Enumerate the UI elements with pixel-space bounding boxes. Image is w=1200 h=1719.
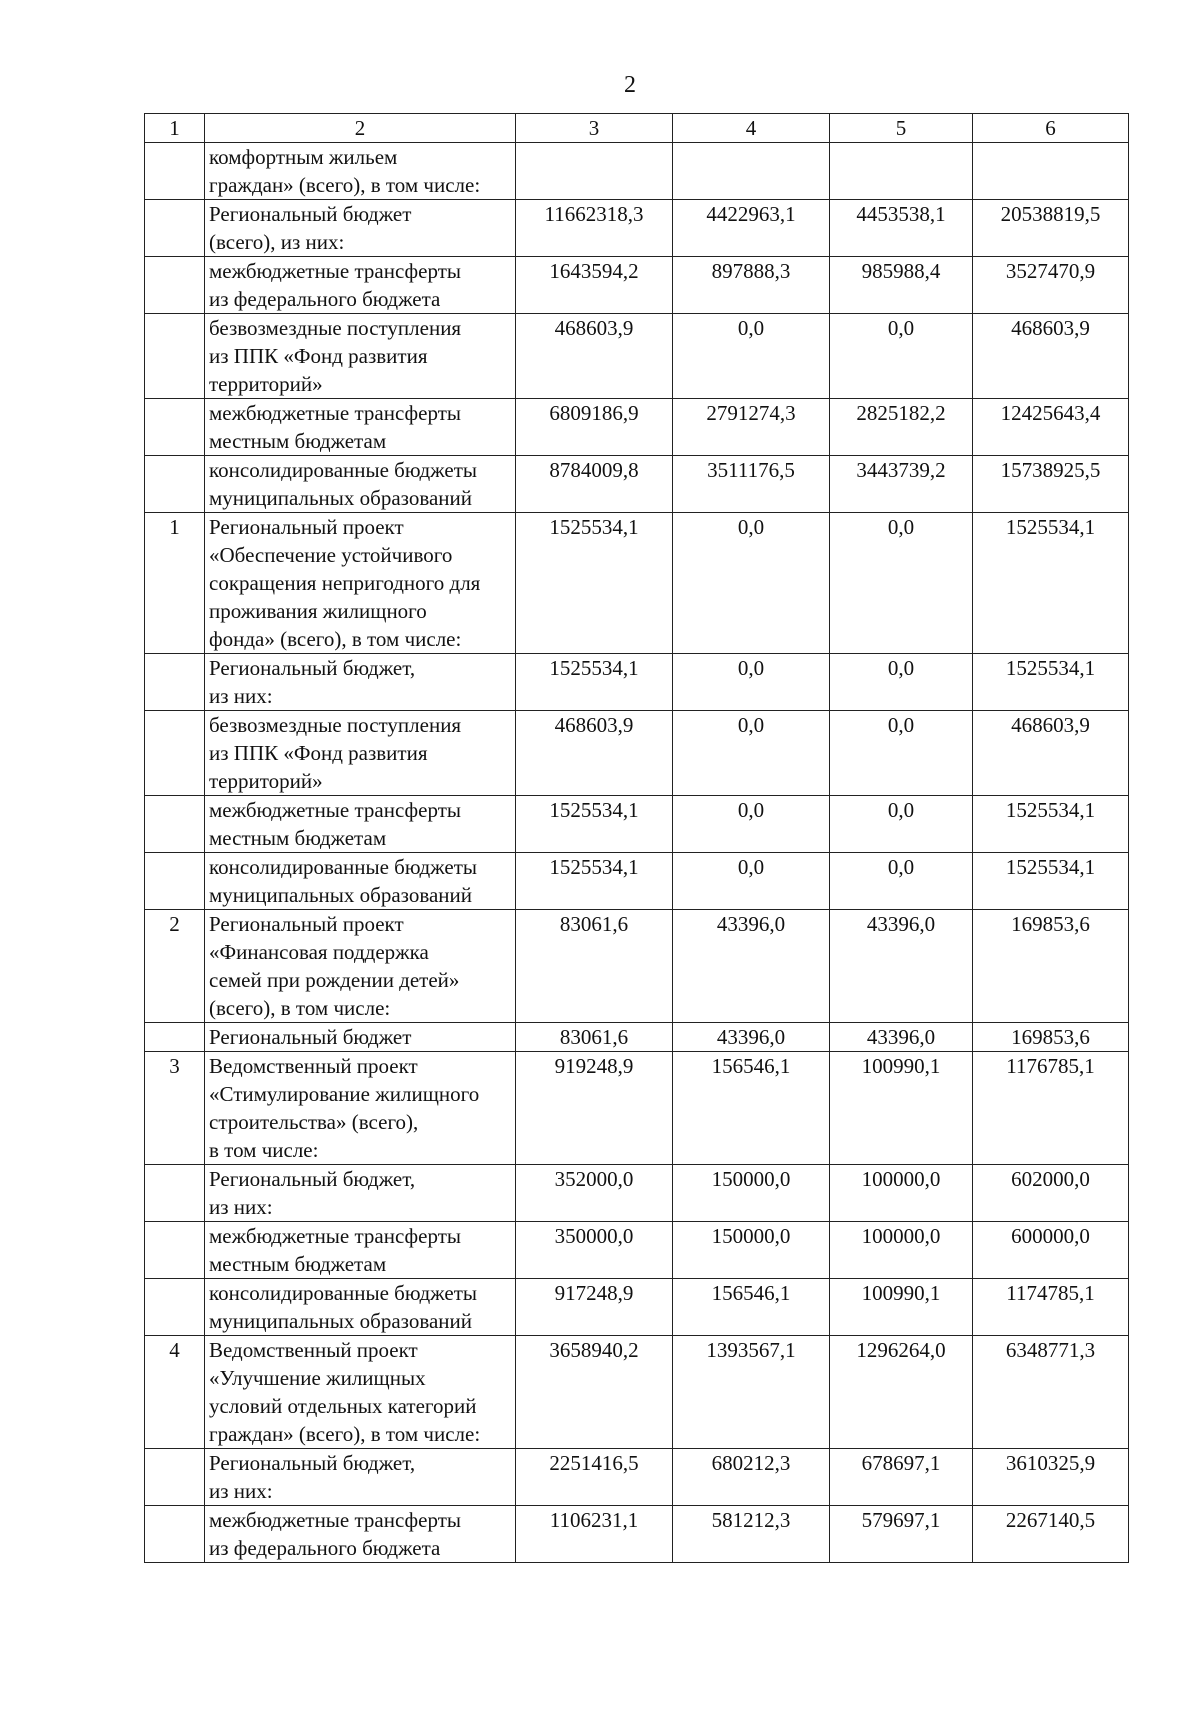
row-index [145,654,205,711]
value-col-5 [830,143,973,200]
row-description: консолидированные бюджеты муниципальных образований [205,456,516,513]
value-col-5: 4453538,1 [830,200,973,257]
value-col-5: 0,0 [830,654,973,711]
table-row [145,456,1129,513]
value-col-4: 0,0 [673,711,830,796]
value-col-6: 12425643,4 [973,399,1129,456]
row-index [145,143,205,200]
table-row [145,399,1129,456]
value-col-3: 83061,6 [516,1023,673,1052]
row-index [145,257,205,314]
value-col-3: 468603,9 [516,711,673,796]
table-row [145,1023,1129,1052]
row-description: межбюджетные трансферты из федерального бюджета [205,1506,516,1563]
value-col-3: 1525534,1 [516,513,673,654]
table-row [145,513,1129,654]
value-col-6: 1525534,1 [973,796,1129,853]
value-col-6: 15738925,5 [973,456,1129,513]
value-col-5: 100990,1 [830,1279,973,1336]
row-index [145,200,205,257]
row-description: безвозмездные поступления из ППК «Фонд развития территорий» [205,711,516,796]
value-col-3: 6809186,9 [516,399,673,456]
value-col-5: 100000,0 [830,1165,973,1222]
row-description: Региональный проект «Обеспечение устойчивого сокращения непригодного для проживания жилищного фонда» (всего), в том числе: [205,513,516,654]
value-col-3: 352000,0 [516,1165,673,1222]
row-description: безвозмездные поступления из ППК «Фонд развития территорий» [205,314,516,399]
table-body [145,143,1129,1563]
value-col-4: 150000,0 [673,1165,830,1222]
row-index [145,399,205,456]
value-col-6: 600000,0 [973,1222,1129,1279]
header-col-4: 4 [673,114,830,143]
value-col-4: 0,0 [673,654,830,711]
value-col-3: 2251416,5 [516,1449,673,1506]
row-description: Региональный бюджет [205,1023,516,1052]
value-col-6: 1525534,1 [973,853,1129,910]
value-col-3: 1106231,1 [516,1506,673,1563]
value-col-5: 579697,1 [830,1506,973,1563]
table-row [145,200,1129,257]
value-col-4: 43396,0 [673,910,830,1023]
value-col-5: 0,0 [830,513,973,654]
value-col-5: 43396,0 [830,1023,973,1052]
value-col-4: 0,0 [673,796,830,853]
value-col-5: 0,0 [830,853,973,910]
value-col-5: 2825182,2 [830,399,973,456]
value-col-4: 2791274,3 [673,399,830,456]
table-row [145,1052,1129,1165]
value-col-4 [673,143,830,200]
table-row [145,143,1129,200]
row-index [145,853,205,910]
row-index [145,1222,205,1279]
row-index [145,314,205,399]
value-col-4: 150000,0 [673,1222,830,1279]
value-col-3: 350000,0 [516,1222,673,1279]
row-description: межбюджетные трансферты из федерального бюджета [205,257,516,314]
row-description: комфортным жильем граждан» (всего), в том числе: [205,143,516,200]
value-col-5: 0,0 [830,796,973,853]
row-description: Региональный бюджет, из них: [205,654,516,711]
value-col-6: 1176785,1 [973,1052,1129,1165]
value-col-5: 678697,1 [830,1449,973,1506]
value-col-6: 20538819,5 [973,200,1129,257]
header-col-6: 6 [973,114,1129,143]
table-row [145,1449,1129,1506]
value-col-5: 43396,0 [830,910,973,1023]
value-col-3: 1643594,2 [516,257,673,314]
row-index [145,796,205,853]
value-col-3: 3658940,2 [516,1336,673,1449]
value-col-4: 156546,1 [673,1052,830,1165]
table-row [145,853,1129,910]
value-col-3: 1525534,1 [516,796,673,853]
row-index: 3 [145,1052,205,1165]
value-col-6: 169853,6 [973,910,1129,1023]
value-col-4: 156546,1 [673,1279,830,1336]
value-col-3: 1525534,1 [516,654,673,711]
row-description: Региональный бюджет, из них: [205,1449,516,1506]
value-col-5: 100990,1 [830,1052,973,1165]
value-col-3: 1525534,1 [516,853,673,910]
row-description: межбюджетные трансферты местным бюджетам [205,399,516,456]
value-col-5: 100000,0 [830,1222,973,1279]
value-col-6: 468603,9 [973,711,1129,796]
value-col-6 [973,143,1129,200]
value-col-5: 3443739,2 [830,456,973,513]
table-row [145,314,1129,399]
value-col-3: 917248,9 [516,1279,673,1336]
value-col-4: 1393567,1 [673,1336,830,1449]
value-col-6: 468603,9 [973,314,1129,399]
value-col-5: 0,0 [830,314,973,399]
row-description: межбюджетные трансферты местным бюджетам [205,1222,516,1279]
row-index [145,1279,205,1336]
row-description: Ведомственный проект «Стимулирование жилищного строительства» (всего), в том числе: [205,1052,516,1165]
value-col-6: 3527470,9 [973,257,1129,314]
value-col-3: 83061,6 [516,910,673,1023]
row-description: межбюджетные трансферты местным бюджетам [205,796,516,853]
value-col-4: 0,0 [673,513,830,654]
row-description: Ведомственный проект «Улучшение жилищных условий отдельных категорий граждан» (всего), в том числе: [205,1336,516,1449]
page-number: 2 [624,72,636,98]
value-col-6: 3610325,9 [973,1449,1129,1506]
value-col-5: 0,0 [830,711,973,796]
header-col-3: 3 [516,114,673,143]
table-row [145,711,1129,796]
row-index [145,1023,205,1052]
table-row [145,1506,1129,1563]
table-row [145,1222,1129,1279]
value-col-6: 2267140,5 [973,1506,1129,1563]
value-col-6: 6348771,3 [973,1336,1129,1449]
value-col-4: 0,0 [673,314,830,399]
row-description: Региональный бюджет, из них: [205,1165,516,1222]
value-col-3: 8784009,8 [516,456,673,513]
row-index [145,711,205,796]
value-col-3 [516,143,673,200]
table-row [145,257,1129,314]
value-col-3: 11662318,3 [516,200,673,257]
value-col-3: 468603,9 [516,314,673,399]
value-col-6: 169853,6 [973,1023,1129,1052]
value-col-4: 4422963,1 [673,200,830,257]
header-col-2: 2 [205,114,516,143]
row-index: 1 [145,513,205,654]
row-index [145,456,205,513]
row-description: консолидированные бюджеты муниципальных образований [205,1279,516,1336]
value-col-6: 602000,0 [973,1165,1129,1222]
table-row [145,796,1129,853]
value-col-5: 985988,4 [830,257,973,314]
row-index [145,1165,205,1222]
row-index: 2 [145,910,205,1023]
row-index [145,1449,205,1506]
value-col-6: 1174785,1 [973,1279,1129,1336]
row-index [145,1506,205,1563]
value-col-4: 0,0 [673,853,830,910]
value-col-4: 581212,3 [673,1506,830,1563]
table-row [145,1279,1129,1336]
value-col-3: 919248,9 [516,1052,673,1165]
value-col-6: 1525534,1 [973,513,1129,654]
value-col-6: 1525534,1 [973,654,1129,711]
value-col-4: 43396,0 [673,1023,830,1052]
budget-table [144,113,1129,1563]
value-col-5: 1296264,0 [830,1336,973,1449]
row-description: Региональный проект «Финансовая поддержка семей при рождении детей» (всего), в том числе: [205,910,516,1023]
row-description: Региональный бюджет (всего), из них: [205,200,516,257]
table-row [145,910,1129,1023]
value-col-4: 3511176,5 [673,456,830,513]
row-index: 4 [145,1336,205,1449]
value-col-4: 680212,3 [673,1449,830,1506]
table-row [145,1165,1129,1222]
header-col-1: 1 [145,114,205,143]
header-row [145,114,1129,143]
table-row [145,654,1129,711]
value-col-4: 897888,3 [673,257,830,314]
table-row [145,1336,1129,1449]
header-col-5: 5 [830,114,973,143]
row-description: консолидированные бюджеты муниципальных образований [205,853,516,910]
